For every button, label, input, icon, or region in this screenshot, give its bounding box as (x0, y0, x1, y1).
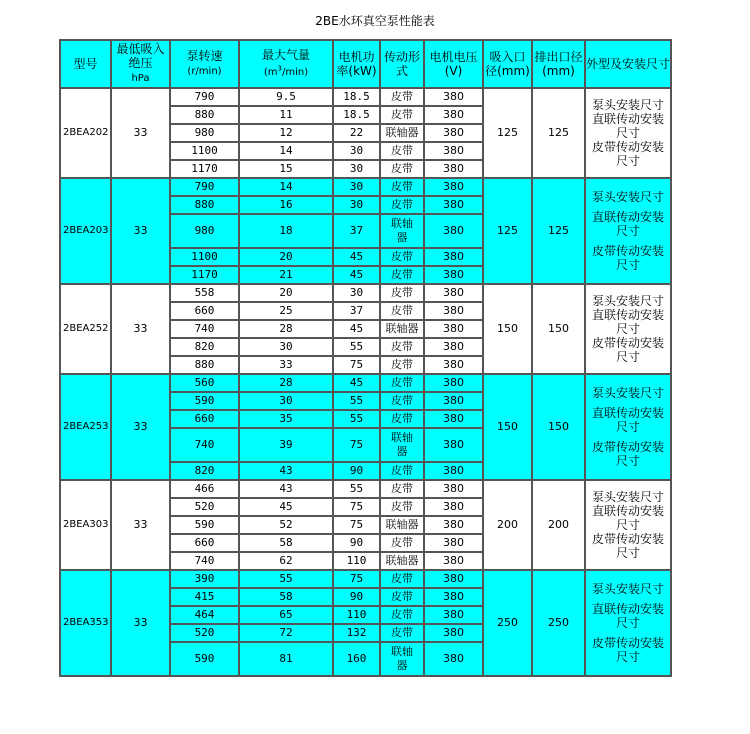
speed-cell: 390 (170, 570, 239, 588)
drive-cell: 皮带 (380, 356, 424, 374)
power-cell: 75 (333, 356, 380, 374)
model-cell: 2BEA303 (60, 480, 111, 570)
pressure-cell: 33 (111, 284, 170, 374)
gas-cell: 65 (239, 606, 333, 624)
speed-cell: 790 (170, 88, 239, 106)
dimension-link[interactable]: 直联传动安装尺寸 (591, 308, 664, 336)
speed-cell: 660 (170, 534, 239, 552)
gas-cell: 14 (239, 178, 333, 196)
voltage-cell: 380 (424, 624, 483, 642)
voltage-cell: 380 (424, 428, 483, 462)
drive-cell: 皮带 (380, 588, 424, 606)
outlet-cell: 150 (532, 374, 585, 480)
power-cell: 90 (333, 462, 380, 480)
dimension-cell (585, 480, 671, 570)
gas-cell: 58 (239, 588, 333, 606)
model-cell: 2BEA353 (60, 570, 111, 676)
power-cell: 45 (333, 374, 380, 392)
voltage-cell: 380 (424, 196, 483, 214)
dimension-cell (585, 570, 671, 676)
speed-cell: 820 (170, 462, 239, 480)
voltage-cell: 380 (424, 570, 483, 588)
dimension-link[interactable]: 泵头安装尺寸 (591, 294, 664, 308)
table-header-row (60, 40, 671, 88)
gas-cell: 28 (239, 374, 333, 392)
power-cell: 45 (333, 248, 380, 266)
power-cell: 75 (333, 516, 380, 534)
gas-cell: 16 (239, 196, 333, 214)
speed-cell: 560 (170, 374, 239, 392)
gas-cell: 58 (239, 534, 333, 552)
voltage-cell: 380 (424, 88, 483, 106)
pressure-cell: 33 (111, 374, 170, 480)
power-cell: 55 (333, 410, 380, 428)
gas-cell: 39 (239, 428, 333, 462)
pressure-cell: 33 (111, 480, 170, 570)
inlet-cell: 150 (483, 374, 532, 480)
gas-cell: 18 (239, 214, 333, 248)
dimension-link[interactable]: 直联传动安装尺寸 (591, 406, 664, 434)
speed-cell: 520 (170, 498, 239, 516)
page-title: 2BE水环真空泵性能表 (315, 14, 435, 28)
dimension-link[interactable]: 皮带传动安装尺寸 (591, 244, 664, 272)
gas-cell: 11 (239, 106, 333, 124)
power-cell: 90 (333, 534, 380, 552)
dimension-link[interactable]: 泵头安装尺寸 (591, 490, 664, 504)
drive-cell: 皮带 (380, 338, 424, 356)
voltage-cell: 380 (424, 214, 483, 248)
speed-cell: 464 (170, 606, 239, 624)
voltage-cell: 380 (424, 178, 483, 196)
gas-cell: 14 (239, 142, 333, 160)
table-row (60, 570, 671, 588)
drive-cell: 皮带 (380, 606, 424, 624)
drive-cell: 联轴器 (380, 124, 424, 142)
voltage-cell: 380 (424, 534, 483, 552)
table-row (60, 178, 671, 196)
drive-cell: 联轴器 (380, 214, 424, 248)
gas-cell: 30 (239, 392, 333, 410)
voltage-cell: 380 (424, 516, 483, 534)
speed-cell: 558 (170, 284, 239, 302)
power-cell: 30 (333, 196, 380, 214)
voltage-cell: 380 (424, 374, 483, 392)
power-cell: 160 (333, 642, 380, 676)
speed-cell: 590 (170, 642, 239, 676)
voltage-cell: 380 (424, 320, 483, 338)
power-cell: 30 (333, 284, 380, 302)
speed-cell: 880 (170, 196, 239, 214)
power-cell: 75 (333, 428, 380, 462)
header-outlet: 排出口径(mm) (532, 40, 585, 88)
power-cell: 30 (333, 142, 380, 160)
header-max-gas: 最大气量 $(m^3/\min)$ (239, 40, 333, 88)
header-inlet: 吸入口径(mm) (483, 40, 532, 88)
power-cell: 45 (333, 320, 380, 338)
speed-cell: 880 (170, 356, 239, 374)
dimension-link[interactable]: 泵头安装尺寸 (591, 386, 664, 400)
speed-cell: 1100 (170, 142, 239, 160)
drive-cell: 皮带 (380, 266, 424, 284)
drive-cell: 皮带 (380, 196, 424, 214)
inlet-cell: 125 (483, 88, 532, 178)
drive-cell: 皮带 (380, 480, 424, 498)
speed-cell: 740 (170, 320, 239, 338)
gas-cell: 30 (239, 338, 333, 356)
gas-cell: 43 (239, 480, 333, 498)
power-cell: 90 (333, 588, 380, 606)
power-cell: 110 (333, 606, 380, 624)
voltage-cell: 380 (424, 552, 483, 570)
dimension-link[interactable]: 直联传动安装尺寸 (591, 504, 664, 532)
voltage-cell: 380 (424, 588, 483, 606)
dimension-link[interactable]: 泵头安装尺寸 (591, 98, 664, 112)
inlet-cell: 250 (483, 570, 532, 676)
gas-cell: 25 (239, 302, 333, 320)
model-cell: 2BEA203 (60, 178, 111, 284)
voltage-cell: 380 (424, 124, 483, 142)
pressure-cell: 33 (111, 88, 170, 178)
voltage-cell: 380 (424, 142, 483, 160)
voltage-cell: 380 (424, 642, 483, 676)
model-cell: 2BEA202 (60, 88, 111, 178)
speed-cell: 790 (170, 178, 239, 196)
power-cell: 30 (333, 160, 380, 178)
gas-cell: 72 (239, 624, 333, 642)
gas-cell: 43 (239, 462, 333, 480)
pump-performance-table (59, 39, 672, 677)
gas-cell: 33 (239, 356, 333, 374)
speed-cell: 980 (170, 124, 239, 142)
power-cell: 18.5 (333, 106, 380, 124)
gas-cell: 9.5 (239, 88, 333, 106)
dimension-cell (585, 178, 671, 284)
speed-cell: 820 (170, 338, 239, 356)
dimension-link[interactable]: 皮带传动安装尺寸 (591, 336, 664, 364)
voltage-cell: 380 (424, 462, 483, 480)
drive-cell: 皮带 (380, 160, 424, 178)
speed-cell: 590 (170, 392, 239, 410)
voltage-cell: 380 (424, 248, 483, 266)
gas-cell: 62 (239, 552, 333, 570)
drive-cell: 皮带 (380, 178, 424, 196)
power-cell: 37 (333, 302, 380, 320)
voltage-cell: 380 (424, 356, 483, 374)
drive-cell: 皮带 (380, 88, 424, 106)
pressure-cell: 33 (111, 570, 170, 676)
power-cell: 75 (333, 570, 380, 588)
table-row (60, 284, 671, 302)
outlet-cell: 125 (532, 88, 585, 178)
inlet-cell: 150 (483, 284, 532, 374)
gas-cell: 20 (239, 284, 333, 302)
drive-cell: 皮带 (380, 624, 424, 642)
gas-cell: 35 (239, 410, 333, 428)
header-speed: 泵转速 (r/min) (170, 40, 239, 88)
drive-cell: 皮带 (380, 142, 424, 160)
gas-cell: 55 (239, 570, 333, 588)
voltage-cell: 380 (424, 266, 483, 284)
voltage-cell: 380 (424, 480, 483, 498)
speed-cell: 980 (170, 214, 239, 248)
model-cell: 2BEA252 (60, 284, 111, 374)
voltage-cell: 380 (424, 106, 483, 124)
header-model: 型号 (60, 40, 111, 88)
dimension-link[interactable]: 泵头安装尺寸 (591, 190, 664, 204)
drive-cell: 皮带 (380, 462, 424, 480)
drive-cell: 皮带 (380, 248, 424, 266)
pressure-cell: 33 (111, 178, 170, 284)
voltage-cell: 380 (424, 410, 483, 428)
power-cell: 110 (333, 552, 380, 570)
gas-cell: 52 (239, 516, 333, 534)
speed-cell: 660 (170, 302, 239, 320)
drive-cell: 联轴器 (380, 642, 424, 676)
drive-cell: 皮带 (380, 570, 424, 588)
speed-cell: 740 (170, 552, 239, 570)
gas-cell: 21 (239, 266, 333, 284)
dimension-link[interactable]: 皮带传动安装尺寸 (591, 140, 664, 168)
header-drive: 传动形式 (380, 40, 424, 88)
outlet-cell: 250 (532, 570, 585, 676)
voltage-cell: 380 (424, 392, 483, 410)
power-cell: 37 (333, 214, 380, 248)
dimension-link[interactable]: 直联传动安装尺寸 (591, 112, 664, 140)
dimension-link[interactable]: 直联传动安装尺寸 (591, 602, 664, 630)
dimension-link[interactable]: 直联传动安装尺寸 (591, 210, 664, 238)
drive-cell: 联轴器 (380, 552, 424, 570)
gas-cell: 81 (239, 642, 333, 676)
drive-cell: 皮带 (380, 534, 424, 552)
header-min-suction: 最低吸入 绝压 hPa (111, 40, 170, 88)
gas-cell: 45 (239, 498, 333, 516)
speed-cell: 740 (170, 428, 239, 462)
speed-cell: 1100 (170, 248, 239, 266)
drive-cell: 皮带 (380, 284, 424, 302)
voltage-cell: 380 (424, 338, 483, 356)
drive-cell: 皮带 (380, 106, 424, 124)
voltage-cell: 380 (424, 498, 483, 516)
voltage-cell: 380 (424, 302, 483, 320)
power-cell: 55 (333, 392, 380, 410)
speed-cell: 1170 (170, 266, 239, 284)
dimension-link[interactable]: 泵头安装尺寸 (591, 582, 664, 596)
model-cell: 2BEA253 (60, 374, 111, 480)
drive-cell: 联轴器 (380, 320, 424, 338)
power-cell: 75 (333, 498, 380, 516)
drive-cell: 皮带 (380, 374, 424, 392)
table-row (60, 480, 671, 498)
drive-cell: 皮带 (380, 302, 424, 320)
speed-cell: 520 (170, 624, 239, 642)
header-voltage: 电机电压(V) (424, 40, 483, 88)
header-dimension: 外型及安装尺寸 (585, 40, 671, 88)
speed-cell: 590 (170, 516, 239, 534)
drive-cell: 联轴器 (380, 428, 424, 462)
table-row (60, 374, 671, 392)
drive-cell: 联轴器 (380, 516, 424, 534)
outlet-cell: 150 (532, 284, 585, 374)
power-cell: 55 (333, 480, 380, 498)
table-body (60, 88, 671, 676)
header-motor-power: 电机功率(kW) (333, 40, 380, 88)
dimension-cell (585, 88, 671, 178)
dimension-link[interactable]: 皮带传动安装尺寸 (591, 440, 664, 468)
power-cell: 45 (333, 266, 380, 284)
speed-cell: 660 (170, 410, 239, 428)
dimension-cell (585, 284, 671, 374)
power-cell: 55 (333, 338, 380, 356)
table-row (60, 88, 671, 106)
speed-cell: 415 (170, 588, 239, 606)
gas-cell: 20 (239, 248, 333, 266)
dimension-link[interactable]: 皮带传动安装尺寸 (591, 532, 664, 560)
power-cell: 18.5 (333, 88, 380, 106)
power-cell: 132 (333, 624, 380, 642)
drive-cell: 皮带 (380, 410, 424, 428)
voltage-cell: 380 (424, 160, 483, 178)
dimension-cell (585, 374, 671, 480)
inlet-cell: 125 (483, 178, 532, 284)
voltage-cell: 380 (424, 284, 483, 302)
voltage-cell: 380 (424, 606, 483, 624)
inlet-cell: 200 (483, 480, 532, 570)
power-cell: 30 (333, 178, 380, 196)
drive-cell: 皮带 (380, 392, 424, 410)
power-cell: 22 (333, 124, 380, 142)
outlet-cell: 200 (532, 480, 585, 570)
gas-cell: 15 (239, 160, 333, 178)
gas-cell: 12 (239, 124, 333, 142)
outlet-cell: 125 (532, 178, 585, 284)
dimension-link[interactable]: 皮带传动安装尺寸 (591, 636, 664, 664)
gas-cell: 28 (239, 320, 333, 338)
speed-cell: 880 (170, 106, 239, 124)
drive-cell: 皮带 (380, 498, 424, 516)
speed-cell: 466 (170, 480, 239, 498)
speed-cell: 1170 (170, 160, 239, 178)
